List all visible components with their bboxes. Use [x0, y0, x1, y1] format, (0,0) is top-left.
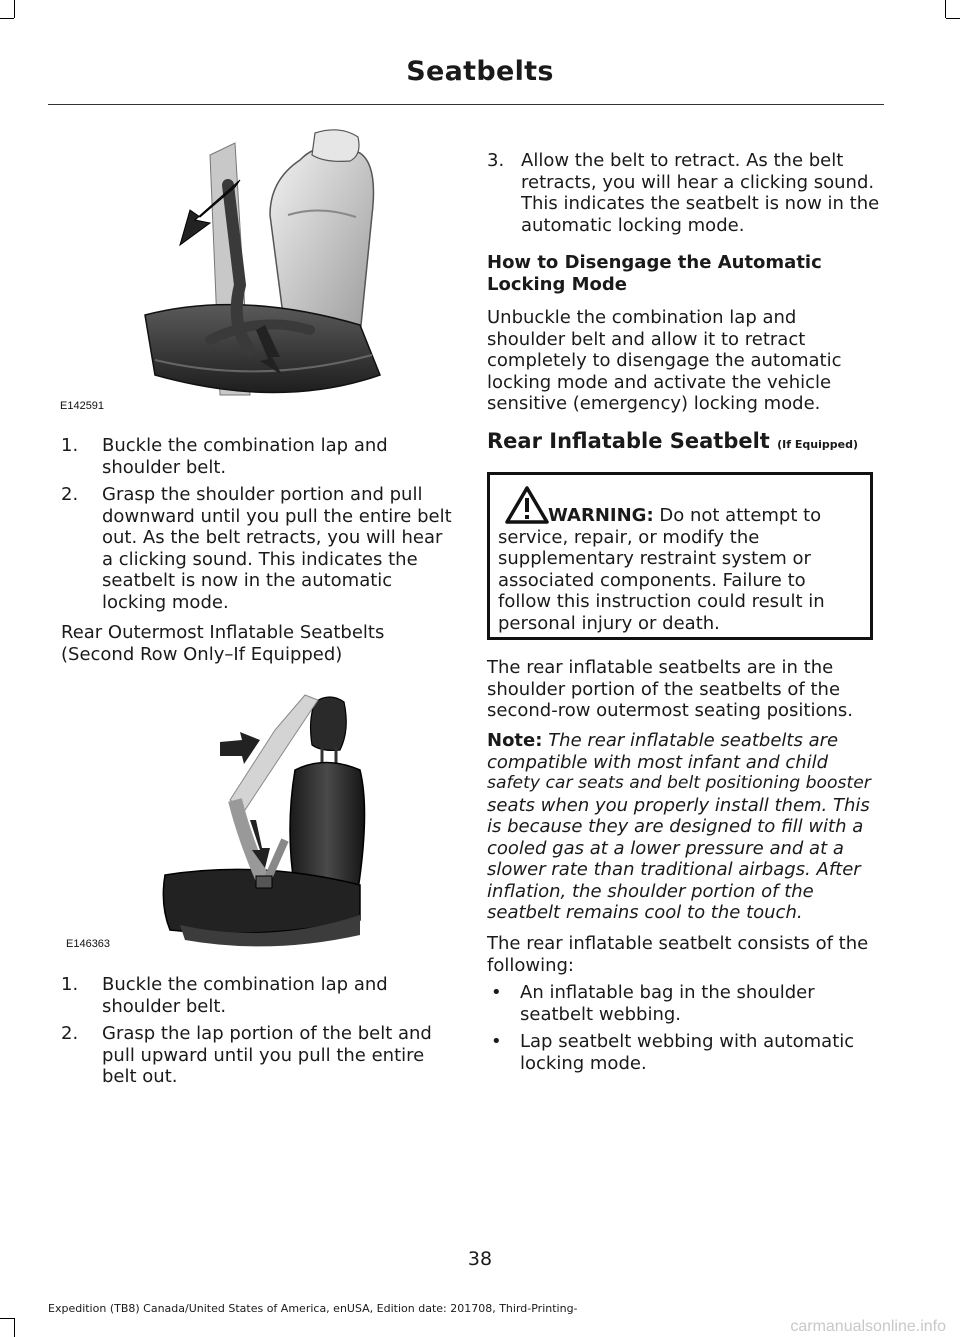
text-line: Buckle the combination lap and [102, 974, 388, 995]
page-title: Seatbelts [406, 56, 554, 87]
step-text [521, 150, 879, 236]
note-label: Note: [487, 730, 543, 751]
text-line [498, 505, 868, 527]
text-line: seatbelt webbing. [520, 1003, 682, 1025]
text-line: Rear Outermost Inflatable Seatbelts [61, 622, 385, 643]
text-line: belt out. [102, 1066, 178, 1087]
section-heading-suffix: (If Equipped) [777, 438, 858, 451]
text-line: This indicates the seatbelt is now in the [521, 193, 880, 214]
crop-mark [945, 0, 946, 18]
consists-paragraph [487, 933, 887, 976]
text-line: seatbelt remains cool to the touch. [487, 902, 803, 923]
list-item [61, 1023, 453, 1089]
disengage-heading [487, 252, 882, 295]
list-item [487, 982, 882, 1026]
intro-paragraph [487, 657, 882, 722]
text-line: Grasp the lap portion of the belt and [102, 1023, 432, 1044]
text-line: shoulder belt. [102, 456, 227, 478]
text-line: compatible with most infant and child [487, 751, 829, 773]
text-line: sensitive (emergency) locking mode. [487, 393, 821, 414]
text-line: cooled gas at a lower pressure and at a [487, 837, 844, 859]
text-line: shoulder belt. [102, 995, 227, 1017]
text-line: Locking Mode [487, 273, 627, 295]
rear-outermost-heading [61, 622, 453, 665]
text-line: Lap seatbelt webbing with automatic [520, 1031, 855, 1052]
text-line: downward until you pull the entire belt [102, 505, 452, 527]
text-line: retracts, you will hear a clicking sound. [521, 171, 875, 193]
step-number: 1. [61, 974, 79, 995]
text-line: inflation, the shoulder portion of the [487, 880, 814, 902]
text-line: locking mode. [520, 1052, 647, 1074]
warning-box [487, 472, 873, 640]
text-line: following: [487, 954, 574, 976]
step-text [102, 484, 452, 613]
step-number: 3. [487, 150, 505, 171]
page-number: 38 [467, 1248, 493, 1270]
step-text [102, 435, 388, 478]
text-line: seats when you properly install them. This [487, 794, 870, 816]
watermark: carmanualsonline.info [790, 1318, 946, 1335]
text-line: The rear inflatable seatbelts are [548, 730, 839, 751]
figure-rear-inflatable-belt [60, 690, 452, 955]
text-line: shoulder portion of the seatbelts of the [487, 678, 841, 700]
step-number: 2. [61, 484, 79, 505]
text-line: Do not attempt to [659, 505, 822, 526]
text-line: Buckle the combination lap and [102, 435, 388, 456]
step-text [102, 974, 388, 1017]
figure-code: E142591 [60, 400, 105, 412]
text-line: The rear inflatable seatbelt consists of the [487, 933, 869, 954]
text-line: follow this instruction could result in [498, 591, 825, 612]
step-text [102, 1023, 432, 1088]
text-line: completely to disengage the automatic [487, 350, 842, 371]
text-line: pull upward until you pull the entire [102, 1044, 425, 1066]
step-number: 1. [61, 435, 79, 456]
bullet-text [520, 1031, 854, 1074]
text-line: out. As the belt retracts, you will hear [102, 527, 443, 548]
crop-mark [14, 0, 15, 18]
text-line: locking mode. [102, 591, 229, 613]
text-line: seatbelt is now in the automatic [102, 570, 393, 591]
section-heading-text: Rear Inflatable Seatbelt [487, 429, 770, 453]
text-line: a clicking sound. This indicates the [102, 548, 418, 570]
list-item [487, 150, 882, 240]
warning-label: WARNING: [548, 505, 654, 526]
text-line: An inflatable bag in the shoulder [520, 982, 815, 1003]
disengage-paragraph [487, 307, 882, 415]
footer-edition: Expedition (TB8) Canada/United States of America, enUSA, Edition date: 201708, Third-Printing- [48, 1302, 578, 1315]
crop-mark [14, 1318, 15, 1337]
title-divider [48, 104, 884, 105]
crop-mark [0, 1318, 14, 1319]
text-line: automatic locking mode. [521, 214, 745, 236]
text-line: slower rate than traditional airbags. After [487, 859, 861, 880]
seat-illustration-2 [60, 690, 452, 955]
figure-seatbelt-shoulder [60, 125, 452, 415]
text-line: Grasp the shoulder portion and pull [102, 484, 423, 505]
note-paragraph [487, 730, 887, 924]
text-line: locking mode and activate the vehicle [487, 371, 832, 393]
crop-mark [0, 18, 14, 19]
list-item [61, 484, 453, 614]
seat-illustration-1 [60, 125, 452, 415]
text-line: is because they are designed to fill with a [487, 816, 864, 837]
bullet-icon: • [491, 982, 502, 1003]
text-line: The rear inflatable seatbelts are in the [487, 657, 834, 678]
text-line: personal injury or death. [498, 612, 720, 634]
list-item [61, 974, 453, 1018]
bullet-icon: • [491, 1031, 502, 1052]
bullet-text [520, 982, 815, 1025]
text-line: How to Disengage the Automatic [487, 252, 822, 273]
text-line: shoulder belt and allow it to retract [487, 328, 806, 350]
text-line [487, 730, 887, 752]
crop-mark [946, 18, 960, 19]
list-item [487, 1031, 882, 1075]
text-line: supplementary restraint system or [498, 548, 811, 569]
step-number: 2. [61, 1023, 79, 1044]
text-line: associated components. Failure to [498, 569, 806, 591]
warning-text [498, 505, 868, 634]
section-heading [487, 428, 887, 458]
figure-code: E146363 [66, 938, 111, 950]
text-line: Allow the belt to retract. As the belt [521, 150, 844, 171]
text-line: second-row outermost seating positions. [487, 700, 853, 721]
text-line: Unbuckle the combination lap and [487, 307, 797, 328]
text-line: safety car seats and belt positioning booster [487, 773, 871, 793]
list-item [61, 435, 453, 479]
text-line: service, repair, or modify the [498, 526, 760, 548]
text-line: (Second Row Only–If Equipped) [61, 643, 343, 665]
